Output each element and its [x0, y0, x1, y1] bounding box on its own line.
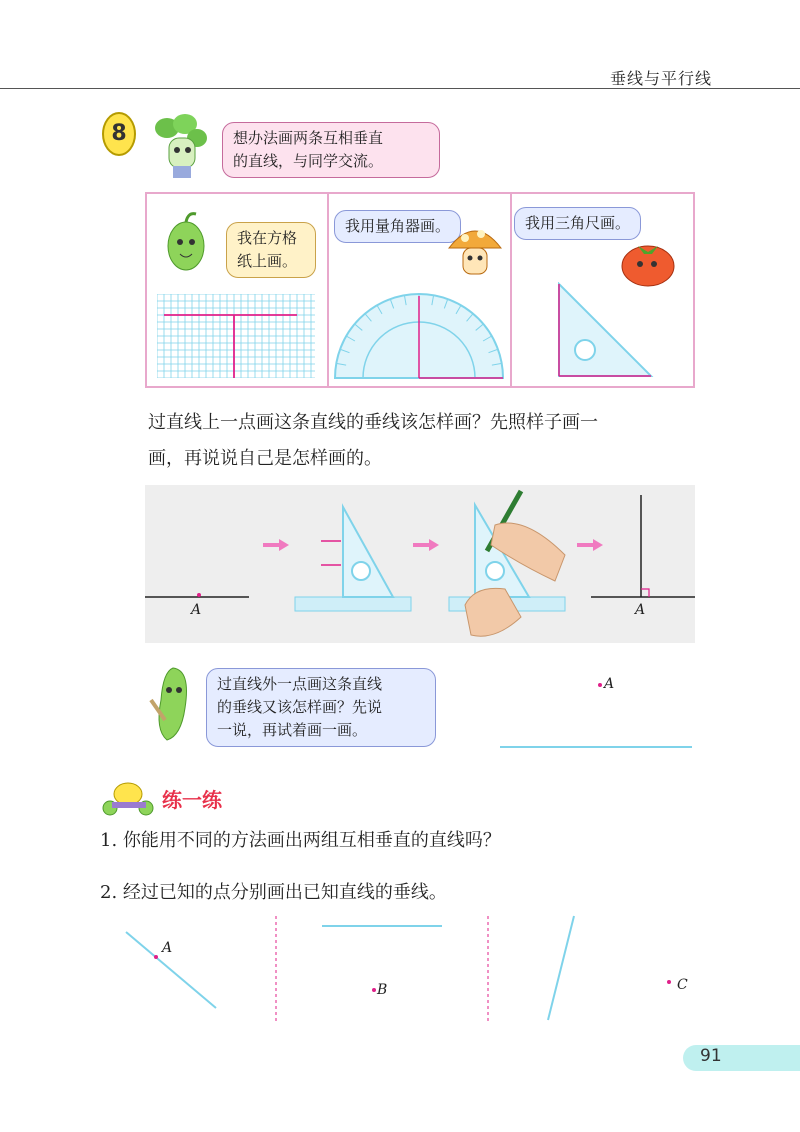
question2-point	[598, 683, 602, 687]
panel3-bubble: 我用三角尺画。	[514, 207, 641, 240]
question2-line-segment	[500, 746, 692, 748]
question2-line: 过直线外一点画这条直线	[217, 675, 383, 693]
prompt-line: 的直线，与同学交流。	[233, 152, 384, 170]
prompt-line: 想办法画两条互相垂直	[233, 129, 384, 147]
protractor	[333, 290, 505, 380]
question2-bubble	[206, 668, 436, 747]
panel1-line: 我在方格	[237, 229, 298, 247]
practice-point-a: A	[162, 940, 173, 956]
grid-paper	[157, 294, 315, 378]
instruction-line: 画，再说说自己是怎样画的。	[148, 448, 382, 469]
question2-line: 的垂线又该怎样画？先说	[217, 698, 383, 716]
point-label-step1: A	[191, 602, 202, 618]
panel1-bubble	[226, 222, 316, 278]
perpendicular-steps-illustration	[145, 485, 695, 643]
vegetable-mascot-icon	[145, 110, 220, 185]
running-title: 垂线与平行线	[610, 69, 713, 88]
example-prompt-bubble	[222, 122, 440, 178]
panel-divider	[510, 192, 512, 388]
panel2-bubble: 我用量角器画。	[334, 210, 461, 243]
panel-divider	[327, 192, 329, 388]
practice-point-b: B	[377, 982, 388, 998]
practice-figures	[118, 910, 598, 1026]
point-label-step4: A	[635, 602, 646, 618]
practice-title: 练一练	[162, 788, 222, 812]
pepper-mascot-icon	[158, 208, 218, 278]
instruction-line: 过直线上一点画这条直线的垂线该怎样画？先照样子画一	[148, 412, 598, 433]
practice-item-2: 2. 经过已知的点分别画出已知直线的垂线。	[100, 882, 447, 903]
cucumber-mascot-icon	[145, 660, 205, 746]
header-rule	[0, 88, 800, 89]
practice-item-1: 1. 你能用不同的方法画出两组互相垂直的直线吗？	[100, 830, 501, 851]
page-number: 91	[700, 1046, 722, 1066]
example-number-badge: 8	[102, 112, 136, 156]
practice-point-c: C	[677, 977, 688, 993]
set-square	[555, 282, 655, 380]
mushroom-mascot-icon	[445, 220, 505, 290]
question2-point-label: A	[604, 676, 615, 692]
panel1-line: 纸上画。	[237, 252, 298, 270]
question2-line: 一说，再试着画一画。	[217, 721, 368, 739]
practice-point-c-dot	[667, 980, 671, 984]
practice-mascot-icon	[98, 780, 160, 816]
